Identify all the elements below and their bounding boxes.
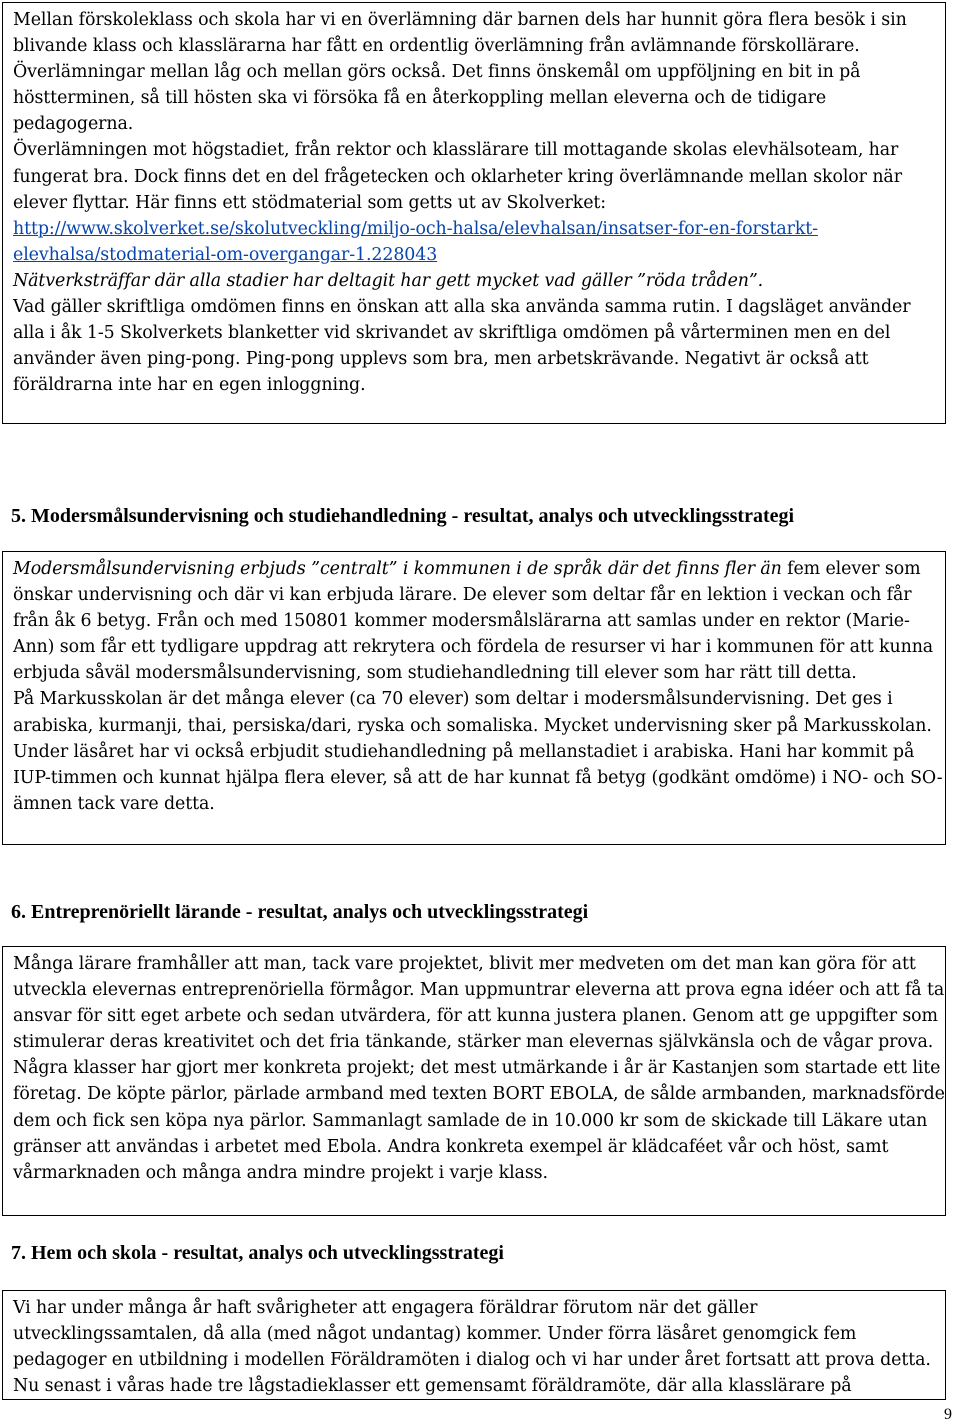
text-box-mother-tongue — [2, 551, 946, 845]
text-box-entrepreneurship — [2, 946, 946, 1216]
paragraph: Många lärare framhåller att man, tack vare projektet, blivit mer medveten om det man kan göra för att utveckla elevernas entreprenöriella förmågor. Man uppmuntrar eleverna att prova egna idéer och att få ta ansvar för sitt eget arbete och sedan utvärdera, för att kunna justera planen. Genom att ge uppgifter som stimulerar deras kreativitet och det fria tänkande, stärker man elevernas självkänsla och de vågar prova. — [13, 954, 945, 1053]
section-heading-5: 5. Modersmålsundervisning och studiehandledning - resultat, analys och utvecklingsstrategi — [11, 505, 795, 527]
section-heading-7: 7. Hem och skola - resultat, analys och utvecklingsstrategi — [11, 1242, 504, 1264]
skolverket-link[interactable]: http://www.skolverket.se/skolutveckling/miljo-och-halsa/elevhalsan/insatser-for-en-forstarkt-elevhalsa/stodmaterial-om-overgangar-1.228043 — [13, 218, 818, 265]
paragraph: Några klasser har gjort mer konkreta projekt; det mest utmärkande i år är Kastanjen som startade ett lite företag. De köpte pärlor, pärlade armband med texten BORT EBOLA, de sålde armbanden, marknadsförde dem och fick sen köpa nya pärlor. Sammanlagt samlade de in 10.000 kr som de skickade till Läkare utan gränser att användas i arbetet med Ebola. Andra konkreta exempel är klädcaféet vår och höst, samt vårmarknaden och många andra mindre projekt i varje klass. — [13, 1058, 945, 1183]
paragraph: Vad gäller skriftliga omdömen finns en önskan att alla ska använda samma rutin. I dagsläget använder alla i åk 1-5 Skolverkets blanketter vid skrivandet av skriftliga omdömen på vårterminen men en del använder även ping-pong. Ping-pong upplevs som bra, men arbetskrävande. Negativt är också att föräldrarna inte har en egen inloggning. — [13, 297, 911, 396]
section-heading-6: 6. Entreprenöriellt lärande - resultat, analys och utvecklingsstrategi — [11, 901, 589, 923]
paragraph: Överlämningen mot högstadiet, från rektor och klasslärare till mottagande skolas elevhälsoteam, har fungerat bra. Dock finns det en del frågetecken och oklarheter kring överlämnande mellan skolor när elever flyttar. Här finns ett stödmaterial som getts ut av Skolverket: — [13, 140, 902, 213]
paragraph — [13, 556, 945, 686]
paragraph: Vi har under många år haft svårigheter att engagera föräldrar förutom när det gäller utvecklingssamtalen, då alla (med något undantag) kommer. Under förra läsåret genomgick fem pedagoger en utbildning i modellen Föräldramöten i dialog och vi har under året fortsatt att prova detta. Nu senast i våras hade tre lågstadieklasser ett gemensamt föräldramöte, där alla klasslärare på — [13, 1298, 931, 1397]
italic-lead: Modersmålsundervisning erbjuds ”centralt” i kommunen i de språk där det finns fler än — [13, 559, 782, 579]
text-box-home-school — [2, 1290, 946, 1400]
paragraph: Mellan förskoleklass och skola har vi en överlämning där barnen dels har hunnit göra flera besök i sin blivande klass och klasslärarna har fått en ordentlig överlämning från avlämnande förskollärare. Överlämningar mellan låg och mellan görs också. Det finns önskemål om uppföljning en bit in på höstterminen, så till hösten ska vi försöka få en återkoppling mellan eleverna och de tidigare pedagogerna. — [13, 10, 907, 135]
paragraph: På Markusskolan är det många elever (ca 70 elever) som deltar i modersmålsundervisning. Det ges i arabiska, kurmanji, thai, persiska/dari, ryska och somaliska. Mycket undervisning sker på Markusskolan. Under läsåret har vi också erbjudit studiehandledning på mellanstadiet i arabiska. Hani har kommit på IUP-timmen och kunnat hjälpa flera elever, så att de har kunnat få betyg (godkänt omdöme) i NO- och SO-ämnen tack vare detta. — [13, 689, 943, 814]
paragraph-rest: fem elever som önskar undervisning och där vi kan erbjuda lärare. De elever som deltar får en lektion i veckan och får från åk 6 betyg. Från och med 150801 kommer modersmålslärarna att samlas under en rektor (Marie-Ann) som får ett tydligare uppdrag att rekrytera och fördela de resurser vi har i kommunen för att kunna erbjuda såväl modersmålsundervisning, som studiehandledning till elever som har rätt till detta. — [13, 559, 934, 684]
text-box-transitions — [2, 2, 946, 424]
page-number: 9 — [944, 1406, 952, 1423]
italic-paragraph: Nätverksträffar där alla stadier har deltagit har gett mycket vad gäller ”röda tråden”. — [13, 270, 764, 291]
